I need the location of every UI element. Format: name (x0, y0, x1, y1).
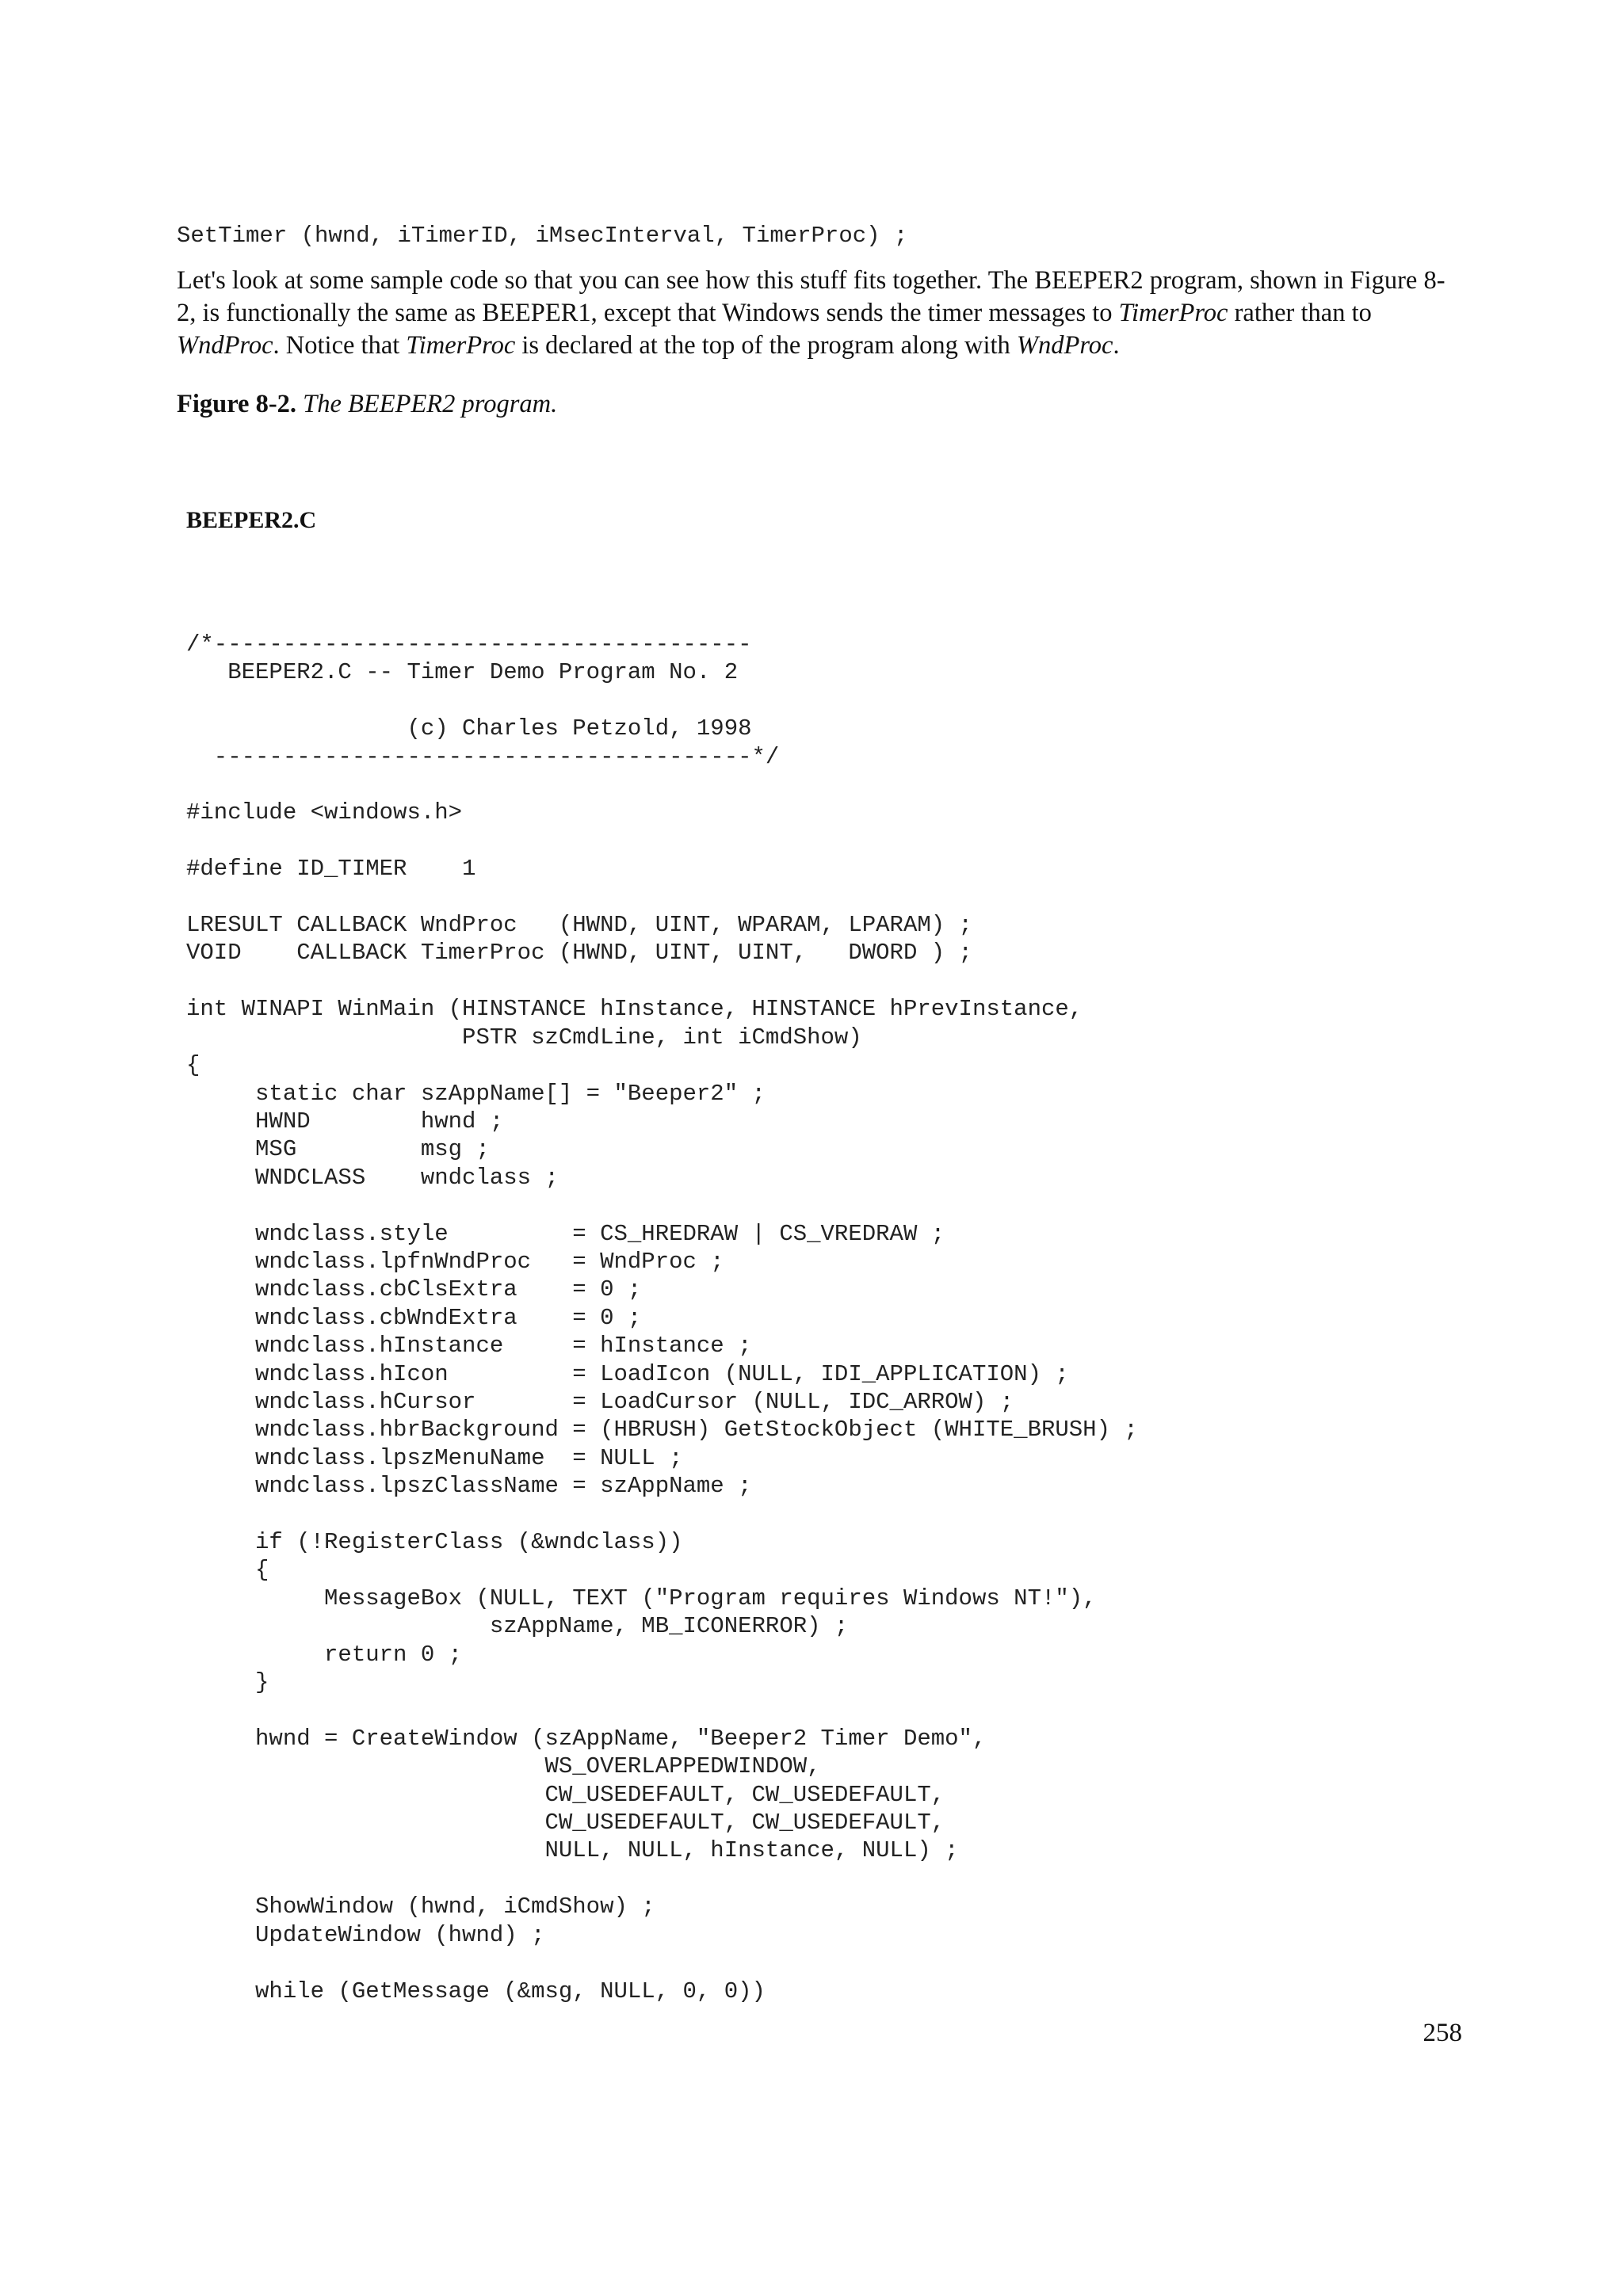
settimer-code-line: SetTimer (hwnd, iTimerID, iMsecInterval, TimerProc) ; (177, 223, 908, 249)
code-line: WNDCLASS wndclass ; (186, 1164, 559, 1191)
code-line: return 0 ; (186, 1641, 463, 1668)
paragraph-text-1: Let's look at some sample code so that you can see how this stuff fits together. The BEEPER2 program, shown in Figure 8-2, is functionally the same as BEEPER1, except that Windows sends the timer messages to (177, 266, 1445, 327)
code-line: static char szAppName[] = "Beeper2" ; (186, 1080, 766, 1107)
code-line: #define ID_TIMER 1 (186, 856, 476, 883)
code-line: MessageBox (NULL, TEXT ("Program requires Windows NT!"), (186, 1585, 1097, 1611)
code-line: NULL, NULL, hInstance, NULL) ; (186, 1837, 959, 1864)
code-line: HWND hwnd ; (186, 1108, 504, 1135)
code-line: VOID CALLBACK TimerProc (HWND, UINT, UINT, DWORD ) ; (186, 940, 972, 967)
paragraph-italic-2: WndProc (177, 331, 273, 360)
code-line: wndclass.hIcon = LoadIcon (NULL, IDI_APPLICATION) ; (186, 1360, 1069, 1387)
paragraph-italic-4: WndProc (1016, 331, 1113, 360)
code-line: wndclass.lpfnWndProc = WndProc ; (186, 1248, 724, 1275)
code-line: szAppName, MB_ICONERROR) ; (186, 1613, 849, 1640)
paragraph-text-4: is declared at the top of the program along with (515, 331, 1017, 360)
code-line: while (GetMessage (&msg, NULL, 0, 0)) (186, 1978, 766, 2004)
code-line: int WINAPI WinMain (HINSTANCE hInstance, HINSTANCE hPrevInstance, (186, 996, 1083, 1023)
code-line: PSTR szCmdLine, int iCmdShow) (186, 1024, 862, 1051)
code-line: UpdateWindow (hwnd) ; (186, 1921, 545, 1948)
code-line: wndclass.cbClsExtra = 0 ; (186, 1276, 642, 1303)
code-line: } (186, 1669, 269, 1696)
code-line: { (186, 1557, 269, 1584)
paragraph-text-3: . Notice that (273, 331, 407, 360)
code-listing (186, 631, 1138, 2005)
page-number: 258 (1423, 2019, 1462, 2047)
code-line: wndclass.style = CS_HREDRAW | CS_VREDRAW ; (186, 1220, 945, 1247)
code-line: MSG msg ; (186, 1136, 490, 1163)
code-line: { (186, 1052, 200, 1079)
figure-caption (177, 388, 557, 421)
code-line: wndclass.hCursor = LoadCursor (NULL, IDC_ARROW) ; (186, 1388, 1014, 1415)
paragraph-text-5: . (1113, 331, 1120, 360)
code-line: wndclass.lpszMenuName = NULL ; (186, 1444, 683, 1471)
code-line: LRESULT CALLBACK WndProc (HWND, UINT, WPARAM, LPARAM) ; (186, 912, 972, 939)
paragraph-italic-3: TimerProc (406, 331, 516, 360)
code-line: BEEPER2.C -- Timer Demo Program No. 2 (186, 659, 739, 686)
figure-number: Figure 8-2. (177, 390, 297, 418)
code-line: CW_USEDEFAULT, CW_USEDEFAULT, (186, 1810, 945, 1836)
code-line: if (!RegisterClass (&wndclass)) (186, 1529, 683, 1555)
code-line: wndclass.cbWndExtra = 0 ; (186, 1304, 642, 1331)
code-line: (c) Charles Petzold, 1998 (186, 715, 752, 742)
code-line: ShowWindow (hwnd, iCmdShow) ; (186, 1894, 655, 1920)
code-line: CW_USEDEFAULT, CW_USEDEFAULT, (186, 1781, 945, 1808)
code-line: ---------------------------------------*/ (186, 743, 780, 770)
code-line: wndclass.lpszClassName = szAppName ; (186, 1473, 752, 1500)
file-title: BEEPER2.C (186, 507, 317, 533)
paragraph-text-2: rather than to (1228, 299, 1372, 327)
figure-title: The BEEPER2 program. (303, 390, 558, 418)
intro-paragraph (177, 265, 1461, 362)
code-line: WS_OVERLAPPEDWINDOW, (186, 1753, 821, 1780)
code-line: hwnd = CreateWindow (szAppName, "Beeper2 Timer Demo", (186, 1725, 987, 1752)
paragraph-italic-1: TimerProc (1118, 299, 1228, 327)
code-line: #include <windows.h> (186, 799, 463, 826)
code-line: wndclass.hbrBackground = (HBRUSH) GetStockObject (WHITE_BRUSH) ; (186, 1417, 1138, 1444)
code-line: /*--------------------------------------- (186, 631, 752, 658)
code-line: wndclass.hInstance = hInstance ; (186, 1333, 752, 1360)
